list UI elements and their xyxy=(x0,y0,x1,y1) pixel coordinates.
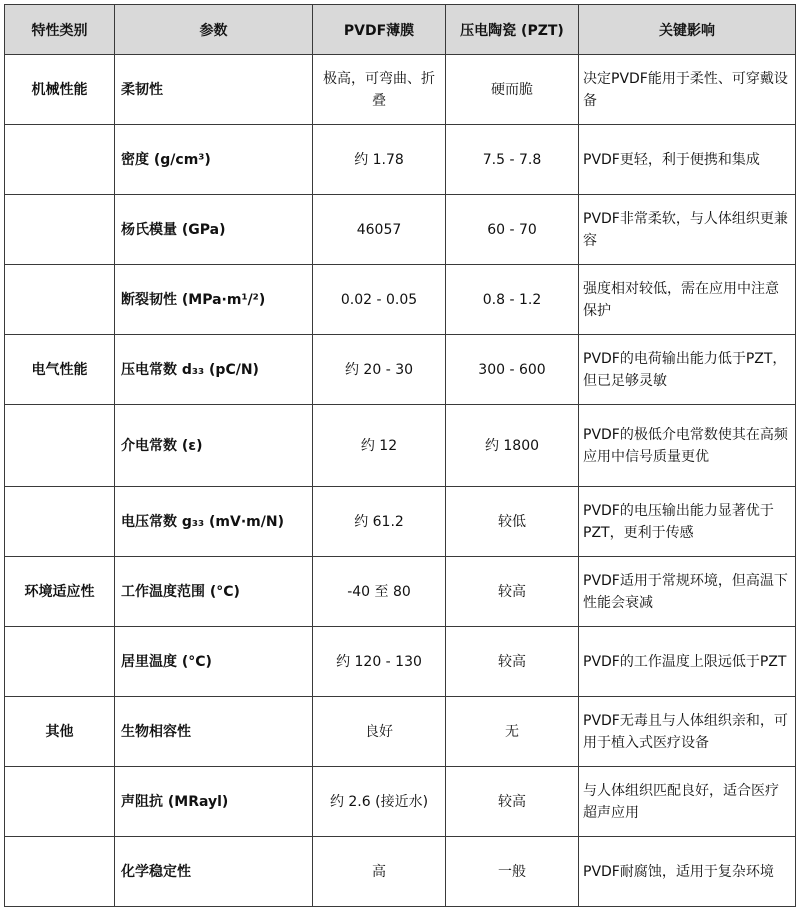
table-body xyxy=(5,55,796,907)
table-row xyxy=(5,265,796,335)
pvdf-value-cell: 46057 xyxy=(313,195,446,265)
parameter-cell: 柔韧性 xyxy=(115,55,313,125)
impact-cell: 强度相对较低，需在应用中注意保护 xyxy=(579,265,796,335)
impact-cell: PVDF的电压输出能力显著优于PZT，更利于传感 xyxy=(579,487,796,557)
comparison-table xyxy=(4,4,796,907)
table-row xyxy=(5,557,796,627)
table-header-row xyxy=(5,5,796,55)
header-category: 特性类别 xyxy=(5,5,115,55)
pvdf-value-cell: 约 20 - 30 xyxy=(313,335,446,405)
pzt-value-cell: 60 - 70 xyxy=(446,195,579,265)
parameter-cell: 密度 (g/cm³) xyxy=(115,125,313,195)
parameter-cell: 电压常数 g₃₃ (mV·m/N) xyxy=(115,487,313,557)
table-row xyxy=(5,627,796,697)
category-cell xyxy=(5,767,115,837)
table-row xyxy=(5,697,796,767)
category-cell xyxy=(5,487,115,557)
pzt-value-cell: 7.5 - 7.8 xyxy=(446,125,579,195)
pzt-value-cell: 无 xyxy=(446,697,579,767)
pzt-value-cell: 约 1800 xyxy=(446,405,579,487)
impact-cell: PVDF的工作温度上限远低于PZT xyxy=(579,627,796,697)
impact-cell: PVDF的极低介电常数使其在高频应用中信号质量更优 xyxy=(579,405,796,487)
pvdf-value-cell: 约 2.6 (接近水) xyxy=(313,767,446,837)
impact-cell: PVDF无毒且与人体组织亲和，可用于植入式医疗设备 xyxy=(579,697,796,767)
category-cell xyxy=(5,837,115,907)
pzt-value-cell: 硬而脆 xyxy=(446,55,579,125)
impact-cell: PVDF耐腐蚀，适用于复杂环境 xyxy=(579,837,796,907)
category-cell: 环境适应性 xyxy=(5,557,115,627)
parameter-cell: 生物相容性 xyxy=(115,697,313,767)
table-row xyxy=(5,335,796,405)
comparison-table-container xyxy=(4,4,796,907)
category-cell xyxy=(5,405,115,487)
pzt-value-cell: 300 - 600 xyxy=(446,335,579,405)
category-cell xyxy=(5,125,115,195)
impact-cell: PVDF适用于常规环境，但高温下性能会衰减 xyxy=(579,557,796,627)
pvdf-value-cell: 约 61.2 xyxy=(313,487,446,557)
pzt-value-cell: 较高 xyxy=(446,557,579,627)
category-cell: 电气性能 xyxy=(5,335,115,405)
table-row xyxy=(5,767,796,837)
parameter-cell: 化学稳定性 xyxy=(115,837,313,907)
pzt-value-cell: 一般 xyxy=(446,837,579,907)
parameter-cell: 声阻抗 (MRayl) xyxy=(115,767,313,837)
table-row xyxy=(5,837,796,907)
header-pvdf: PVDF薄膜 xyxy=(313,5,446,55)
category-cell xyxy=(5,265,115,335)
impact-cell: 与人体组织匹配良好，适合医疗超声应用 xyxy=(579,767,796,837)
pvdf-value-cell: 约 120 - 130 xyxy=(313,627,446,697)
pzt-value-cell: 较高 xyxy=(446,767,579,837)
table-row xyxy=(5,405,796,487)
impact-cell: PVDF的电荷输出能力低于PZT，但已足够灵敏 xyxy=(579,335,796,405)
parameter-cell: 压电常数 d₃₃ (pC/N) xyxy=(115,335,313,405)
pvdf-value-cell: 0.02 - 0.05 xyxy=(313,265,446,335)
pzt-value-cell: 0.8 - 1.2 xyxy=(446,265,579,335)
pvdf-value-cell: 高 xyxy=(313,837,446,907)
category-cell xyxy=(5,195,115,265)
parameter-cell: 介电常数 (ε) xyxy=(115,405,313,487)
table-row xyxy=(5,487,796,557)
table-row xyxy=(5,125,796,195)
pvdf-value-cell: -40 至 80 xyxy=(313,557,446,627)
parameter-cell: 断裂韧性 (MPa·m¹/²) xyxy=(115,265,313,335)
impact-cell: 决定PVDF能用于柔性、可穿戴设备 xyxy=(579,55,796,125)
parameter-cell: 居里温度 (°C) xyxy=(115,627,313,697)
pvdf-value-cell: 良好 xyxy=(313,697,446,767)
impact-cell: PVDF更轻，利于便携和集成 xyxy=(579,125,796,195)
category-cell xyxy=(5,627,115,697)
header-pzt: 压电陶瓷 (PZT) xyxy=(446,5,579,55)
header-impact: 关键影响 xyxy=(579,5,796,55)
pzt-value-cell: 较高 xyxy=(446,627,579,697)
category-cell: 机械性能 xyxy=(5,55,115,125)
pvdf-value-cell: 极高，可弯曲、折叠 xyxy=(313,55,446,125)
table-row xyxy=(5,195,796,265)
category-cell: 其他 xyxy=(5,697,115,767)
parameter-cell: 工作温度范围 (°C) xyxy=(115,557,313,627)
pzt-value-cell: 较低 xyxy=(446,487,579,557)
parameter-cell: 杨氏模量 (GPa) xyxy=(115,195,313,265)
header-parameter: 参数 xyxy=(115,5,313,55)
impact-cell: PVDF非常柔软，与人体组织更兼容 xyxy=(579,195,796,265)
table-row xyxy=(5,55,796,125)
pvdf-value-cell: 约 12 xyxy=(313,405,446,487)
pvdf-value-cell: 约 1.78 xyxy=(313,125,446,195)
